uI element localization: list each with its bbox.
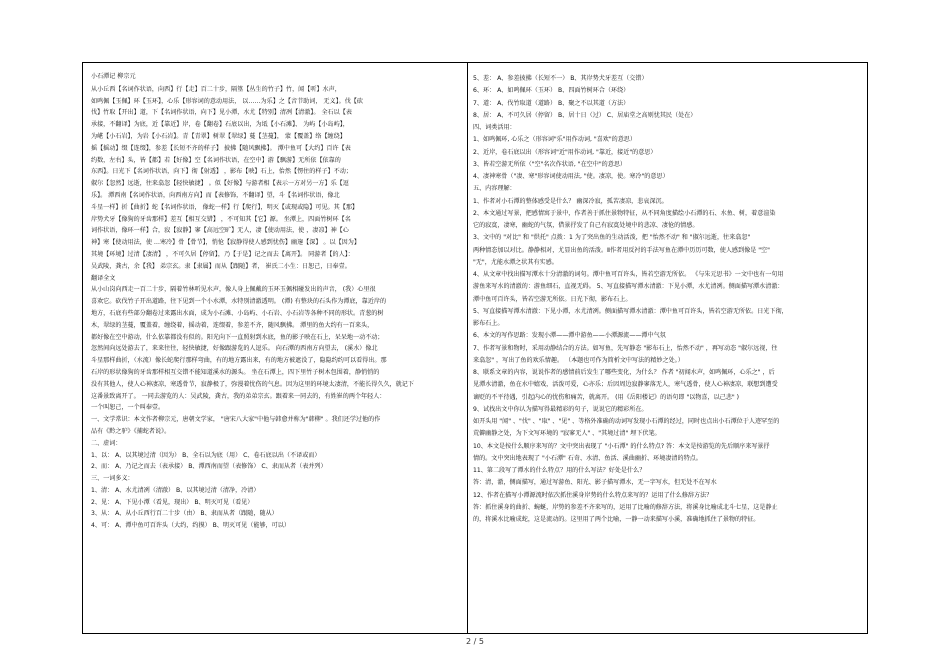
text-line: 1、清： A、水尤清冽（清澈） B、以其境过清（清净，冷清） [91,486,260,494]
document-page [82,62,868,634]
text-line: 4、凄神寒骨（"凄、寒"形容词使动用法, "使。凄凉，使。寒冷"的意思） [473,173,669,180]
text-line: 约数，左右】头，皆【都】若【好像】空【名词作状语，在空中】游【飘游】无所依【依靠的 [91,156,341,164]
text-line: 2、见： A、下见小潭（看见，现出） B、明灭可见（看见） [91,498,254,506]
text-line: 从小丘西【名词作状语，向西】行【走】百二十步，隔篁【丛生的竹子】竹，闻【听】水声， [91,85,341,93]
text-line: 11、第二段写了潭水的什么特点？用的什么写法？好处是什么？ [473,467,646,474]
text-line: 影布石上。 [473,320,504,327]
text-line: 如开头用 "闻" 、"伐" 、"取" 、"见" 、等格外准确的动词写发现小石潭的经过，同时也点出小石潭位于人迹罕至的 [473,418,780,425]
text-line: 斗星一样】折【曲折】蛇【名词作状语， 像蛇一样】行【爬行】，明灭【或现或隐】可见。其【那】 [91,203,359,211]
text-line: 5、写直接描写潭水清澈：下见小潭，水尤清冽。侧面描写潭水清澈：潭中鱼可百许头，皆若空游无所依。日光下彻， [473,307,788,315]
text-line: 9、试找出文中你认为描写得最精彩的句子，说说它的精彩所在。 [473,405,648,413]
text-line: 石岸的形状像狗的牙齿那样相互交错不能知道溪水的源头。 坐在石潭上，四下里竹子树木包围着，静悄悄的 [91,368,380,376]
text-line: 承接，不翻译】为底，近【靠近】岸，卷【翻卷】石底以出，为坻【小石滩】、 为屿【小岛屿】， [91,121,349,129]
text-line: 从小山岗向西走一百二十步，隔着竹林听见水声，像人身上佩戴的玉环玉佩相碰发出的声音， (我）心里很 [91,286,376,294]
text-line: 木，翠绿的茎蔓，覆盖着，缠绕着，摇动着，连缀着，参差不齐，随风飘拂。 潭里的鱼大约有一百来头， [91,321,374,329]
right-column [473,73,861,627]
text-line: 答：清，澈，侧面描写，通过写游鱼、阳光、影子描写潭水，无一字写水，但无处不在写水 [473,479,717,487]
text-line: 4、从文章中找出描写潭水十分清澈的词句。潭中鱼可百许头，皆若空游无所依。 《与朱元思书》一文中也有一句用 [473,271,784,278]
text-line: 斗星那样曲折，（水流）像长蛇爬行那样弯曲，有的地方露出来，有的地方被遮没了，隐隐约约可以看得出。那 [91,357,387,365]
text-line: 荒僻幽静之处，为下文写环境的 "寂寥无人" 、"其境过清" 埋下伏笔。 [473,430,661,438]
text-line: 五、内容理解： [473,185,516,193]
text-line: 3、皆若空游无所依（"空"名次作状语, "在空中"的意思） [473,160,627,168]
text-line: 品有《黔之驴》《捕蛇者说》。 [91,427,171,435]
text-line: 12、作者在描写小潭源流时依次抓住溪身岸势的什么特点来写的？运用了什么修辞方法？ [473,491,713,499]
text-line: 来翕忽" ，写出了鱼的欢乐情趣。 （本题也可作为简析文中写法的精妙之处。） [473,356,684,364]
text-line: 5、差： A、参差披拂（长短不一） B、其岸势犬牙差互（交错） [473,75,648,82]
text-line: 其境【环境】过清【凄清】 ，不可久居【停留】，乃【于是】记之而去【离开】。 同游者【的人】： [91,250,354,258]
text-line: 乐】。 潭西南【名词作状语，向西南方向】而【表修饰，不翻译】望，斗【名词作状语，像北 [91,191,340,199]
text-line: 4、可： A、潭中鱼可百许头（大约，约摸） B、明灭可见（能够，可以） [91,522,290,530]
text-line: 这番景致离开了。 一同去游览的人：吴武陵，龚古，我的弟弟宗玄。跟着来一同去的，有姓崔的两个年轻人： [91,392,386,400]
text-line: 8、联系文章的内容，说说作者的感情前后发生了哪些变化，为什么？ 作者 "初闻水声，如鸣佩环，心乐之" ，后 [473,369,775,376]
text-line: 8、居： A、不可久居（停留） B、居十日（过） C、居庙堂之高则忧其民（处在） [473,111,697,119]
text-line: 没有其他人，使人心神凄凉，寒透骨节，寂静极了，弥漫着忧伤的气息。因为这里的环境太凄清，不能长得久久，就记下 [91,380,414,388]
text-line: 地方，石底有些部分翻卷过来露出水面，成为小石滩、小岛屿、小石岩、小石岩等各种不同的形状。青葱的树 [91,309,384,317]
page-number: 2 / 5 [466,637,484,646]
text-line: 忽然间向远处游去了，来来往往，轻快敏捷，好像跟游览的人逗乐。 向石潭的西南方向望去， (溪水）像北 [91,345,378,353]
text-line: 一个叫恕己，一个叫奉壹。 [91,404,165,412]
column-divider [467,63,468,633]
text-line: 3、从： A、从小丘西行百二十步（由） B、隶而从者（跟随，随从） [91,510,278,518]
text-line: 一、文学常识：本文作者柳宗元，唐朝文学家， "唐宋八大家"中他与韩愈并称为"韩柳" 。我们还学过他的作 [91,416,381,424]
text-line: 吴武陵，龚古，余【我】 弟宗玄。隶【隶属】而从【跟随】者， 崔氏二小生：日恕己，日奉壹。 [91,262,351,270]
text-line: 神】寒【使动用法，使 …寒冷】骨【骨节】，悄怆【寂静得使人感到忧伤】幽邃【深】 。以【因为】 [91,239,360,247]
text-line: 东西】。日光下【名词作状语，向下】彻【射透】 ，影布【映】石上，佁然【愣住的样子】不动； [91,168,352,176]
text-line: 2、近岸，卷石底以出（形容词"近"用作动词, "靠近，接近"的意思） [473,148,657,156]
text-line: "无"，尤能水潭之状其有实感。 [473,258,558,266]
text-line: 喜欢它。砍伐竹子开出道路，往下见到一个小水潭，水特别清澈透明。 (潭) 有整块的石头作为潭底，靠近岸的 [91,298,387,306]
text-line: 二、虚词： [91,439,122,447]
text-line: 见潭水清澈，鱼在水中嬉戏，活泼可爱，心亦乐；后因周边寂静寥落无人，寒气透骨，使人心神凄凉，联想到遭受 [473,381,778,389]
text-line: 为嵁【小石岩】，为岩【小石岩】。青【青翠】树翠【翠绿】蔓【茎蔓】， 蒙【覆盖】络【缠绕】 [91,132,346,140]
text-line: 7、道： A、伐竹取道（道路） B、聚之不以其道（方法） [473,99,630,107]
text-line: 岸势犬牙【像狗的牙齿那样】差互【相互交错】 ，不可知其【它】源。 坐潭上，四面竹树环【名 [91,215,351,223]
text-line: 伐】竹取【开出】道，下【名词作状语，向下】见小潭，水尤【特别】清冽【清澈】。 全石以【表 [91,109,352,117]
left-column-text [91,84,463,532]
text-line: 1、以： A、以其境过清（因为） B、全石以为底（用） C、卷石底以出（不译或而） [91,451,321,459]
text-line: 2、而： A、乃记之而去（表承接） B、潭西南而望（表修饰） C、隶而从者（表并列） [91,463,327,471]
text-line: 如鸣佩【玉佩】环【玉环】，心乐【形容词的意动用法， 以……为乐】之【音节助词， 无义】。伐【砍 [91,97,363,105]
right-column-text [473,73,861,526]
text-line: 2、本文通过写景，把感情寓于景中，作者善于抓住景物特征，从不同角度描绘小石潭的石、水鱼、树，着意渲染 [473,209,776,217]
text-line: 7、作者写景和物时，采用动静结合的方法。如写鱼，先写静态 "影布石上，怡然不动" ，再写动态 "俶尔远视，往 [473,344,778,352]
left-column [91,71,463,627]
text-line: 词作状语，像环一样】合，寂【寂静】寥【高远空旷】无人，凄【使动用法，使 ，凄凉】神【心 [91,227,349,235]
text-line: 1、作者对小石潭的整体感受是什么？ 幽深冷寂，孤苦凄凉，悲哀深沉。 [473,197,668,205]
text-line: 两种情态加以对比。静静相对，尤显出鱼的活泼。Ⅱ作者用反衬的手法写鱼在潭中历历可数，使人感到像是 "空" [473,246,770,254]
text-line: 摇【摇动】缀【连缀】，参差【长短不齐的样子】 披拂【随风飘拂】。 潭中鱼可【大约】百许【表 [91,144,351,152]
text-line: 1、如鸣佩环, 心乐之（形容词"乐"用作动词, "喜欢"的意思） [473,136,636,144]
text-line: 10、本文是按什么顺序来写的？文中突出表现了 "小石潭" 的什么特点? 答：本文是按游览的先后顺序来写景抒 [473,442,770,450]
text-line: 四、词类活用： [473,124,516,131]
text-line: 它的寂寞，凄寒，幽蛇的气氛，借景抒发了自己有寂寞处境中的悲凉、凄怆的情感。 [473,222,699,229]
text-line: 三、一词多义： [91,475,134,483]
text-line: 都好像在空中游动，什么依靠都没有似的。阳光向下一直照射到水底，鱼的影子映在石上，呆呆地一动不动； [91,333,384,341]
text-line: 3、文中的 "对比" 和 "烘托" 点拨：1 为了突出鱼的生动活泼，把 "怡然不动" 和 "俶尔远逝，往来翕忽" [473,234,751,242]
text-line: 俶尔【忽然】远逝，往来翕忽【轻快敏捷】 。似【好像】与游者相【表示一方对另一方】乐【逗 [91,180,349,188]
text-line: 6、本文的写作思路：发现小潭——潭中游鱼——小潭源流——潭中气氛 [473,332,666,340]
text-line: 潭中鱼可百许头，皆若空游无所依。日光下彻，影布石上。 [473,295,632,303]
article-title: 小石潭记 柳宗元 [91,73,136,80]
text-line: 情的。文中突出地表现了 "小石潭" 石奇、水清、鱼活、溪曲幽折、环境凄清的特点。 [473,454,702,462]
text-line: 游鱼来写水的清澈的：游鱼细石，直视无碍。 5、写直接描写潭水清澈：下见小潭，水尤清冽。侧面描写潭水清澈： [473,283,784,291]
text-line: 答：抓住溪身的曲折、蜿蜒，岸势的参差不齐来写的，运用了比喻的修辞方法，将溪身比喻成北斗七星，这是静止 [473,503,778,511]
text-line: 6、环： A、如鸣佩环（玉环） B、四面竹树环合（环绕） [473,87,630,95]
text-line: 翻译全文 [91,274,116,282]
text-line: 的，将溪水比喻成蛇，这是流动的。这里用了两个比喻，一静一动来描写小溪，准确地抓住了景物的特征。 [473,516,760,523]
text-line: 谪贬的不平待遇，引起内心的忧伤和痛苦，就离开。 (用《岳阳楼记》的语句即 "以物喜，以己悲" ) [473,393,740,401]
